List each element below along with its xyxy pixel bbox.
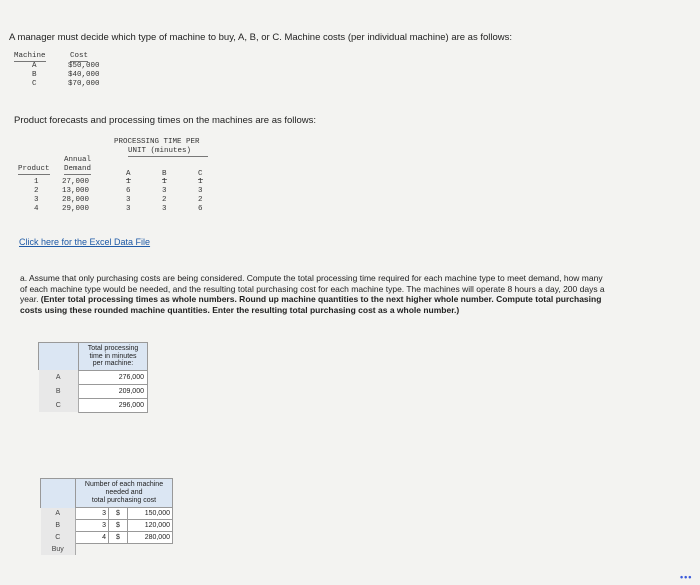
row-label-c: C <box>41 532 76 544</box>
product-header: Product <box>18 165 50 173</box>
header-line: Total processing <box>87 345 139 352</box>
question-plain: a. Assume that only purchasing costs are being considered. Compute the total processing time required for each machine type to meet demand, how many of each machine type would be needed, and the resulting total purchasing cost for each machine type. The machines will operate 8 hours a day, 200 days a year. <box>20 273 605 304</box>
cost-cell: $50,000 <box>68 62 100 70</box>
row-label-c: C <box>39 398 79 412</box>
group-header: PROCESSING TIME PER <box>114 138 200 146</box>
time-a-cell: 3 <box>126 205 131 213</box>
time-c-cell: 2 <box>198 196 203 204</box>
qty-input-c[interactable]: 4 <box>76 532 109 544</box>
row-label-a: A <box>41 508 76 520</box>
time-a-cell: 6 <box>126 187 131 195</box>
demand-cell: 13,000 <box>62 187 90 195</box>
table-row <box>39 398 148 412</box>
machines-cost-answer-table <box>40 478 173 555</box>
demand-header: Demand <box>64 165 92 173</box>
machine-header: Machine <box>14 52 46 60</box>
cost-input-c[interactable]: 280,000 <box>128 532 173 544</box>
demand-cell: 28,000 <box>62 196 90 204</box>
time-c-cell: 1 <box>198 178 203 186</box>
time-b-cell: 1 <box>162 178 167 186</box>
header-line: total purchasing cost <box>91 497 157 504</box>
machine-cell: A <box>32 62 37 70</box>
header-line: time in minutes <box>89 352 137 360</box>
row-label-b: B <box>39 384 79 398</box>
processing-time-table <box>18 138 228 218</box>
machine-cell: B <box>32 71 37 79</box>
table-row <box>39 370 148 384</box>
table-row <box>41 508 173 520</box>
machine-b-header: B <box>162 170 167 178</box>
product-cell: 4 <box>34 205 39 213</box>
header-line: per machine: <box>92 360 134 367</box>
product-cell: 2 <box>34 187 39 195</box>
time-a-cell: 3 <box>126 196 131 204</box>
empty-cell <box>76 544 173 556</box>
time-c-cell: 6 <box>198 205 203 213</box>
qty-input-b[interactable]: 3 <box>76 520 109 532</box>
table-row <box>41 532 173 544</box>
forecast-text: Product forecasts and processing times on the machines are as follows: <box>14 115 317 126</box>
time-a-cell: 1 <box>126 178 131 186</box>
machine-cell: C <box>32 80 37 88</box>
machines-cost-header <box>76 479 173 508</box>
row-label-b: B <box>41 520 76 532</box>
blank-header-cell <box>41 479 76 508</box>
time-c-cell: 3 <box>198 187 203 195</box>
buy-label: Buy <box>41 544 76 556</box>
demand-cell: 27,000 <box>62 178 90 186</box>
blank-header-cell <box>39 343 79 371</box>
excel-data-link[interactable]: Click here for the Excel Data File <box>19 237 151 247</box>
machine-cost-table <box>14 52 114 92</box>
question-instructions: (Enter total processing times as whole numbers. Round up machine quantities to the next higher whole number. Compute total purchasing costs using these rounded machine quantities. Enter the resulting total purchasing cost as a whole number.) <box>20 294 602 315</box>
currency-symbol: $ <box>109 532 128 544</box>
table-row <box>41 544 173 556</box>
processing-time-answer-table <box>38 342 148 413</box>
cost-input-a[interactable]: 150,000 <box>128 508 173 520</box>
cost-cell: $40,000 <box>68 71 100 79</box>
cost-cell: $70,000 <box>68 80 100 88</box>
row-label-a: A <box>39 370 79 384</box>
qty-input-a[interactable]: 3 <box>76 508 109 520</box>
time-b-cell: 2 <box>162 196 167 204</box>
group-header-sub: UNIT (minutes) <box>128 147 208 157</box>
header-line: Number of each machine needed and <box>84 481 164 496</box>
total-time-input-b[interactable]: 209,000 <box>79 384 148 398</box>
processing-time-header <box>79 343 148 371</box>
intro-text: A manager must decide which type of machine to buy, A, B, or C. Machine costs (per individual machine) are as follows: <box>9 32 513 43</box>
machine-a-header: A <box>126 170 131 178</box>
product-cell: 3 <box>34 196 39 204</box>
product-cell: 1 <box>34 178 39 186</box>
total-time-input-a[interactable]: 276,000 <box>79 370 148 384</box>
table-row <box>41 520 173 532</box>
annual-label: Annual <box>64 156 92 164</box>
time-b-cell: 3 <box>162 205 167 213</box>
cost-input-b[interactable]: 120,000 <box>128 520 173 532</box>
demand-cell: 29,000 <box>62 205 90 213</box>
cost-header: Cost <box>70 52 89 60</box>
table-row <box>39 384 148 398</box>
time-b-cell: 3 <box>162 187 167 195</box>
currency-symbol: $ <box>109 520 128 532</box>
more-options-icon[interactable]: ••• <box>680 572 693 582</box>
machine-c-header: C <box>198 170 203 178</box>
currency-symbol: $ <box>109 508 128 520</box>
question-text <box>20 273 610 315</box>
total-time-input-c[interactable]: 296,000 <box>79 398 148 412</box>
